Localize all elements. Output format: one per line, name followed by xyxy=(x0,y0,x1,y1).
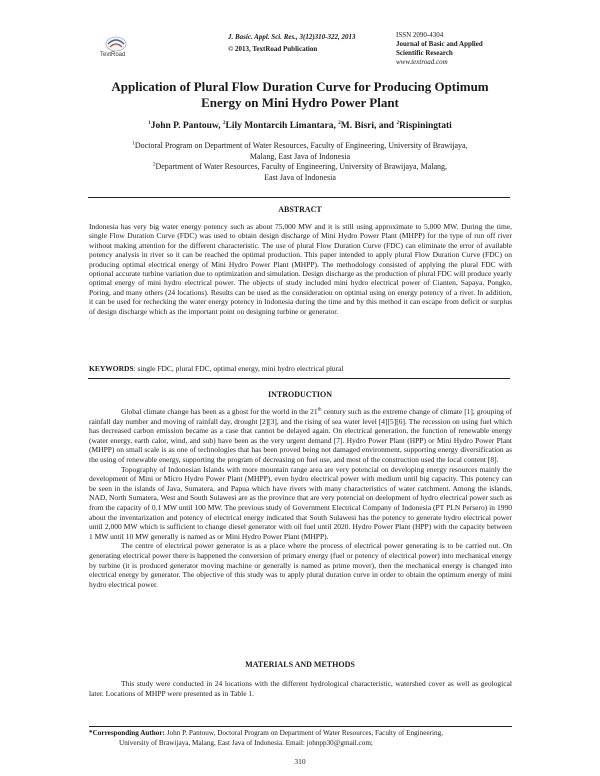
paper-title xyxy=(70,79,530,111)
intro-paragraph-3: The centre of electrical power generator is as a place where the process of electrical power generating is to be carried out. On generating electrical power there is happened the conversion of primary energy (fuel or potency of electrical power) into mechanical energy by turbine (it is produced generator moving machine or generally is named as prime mover), then the mechanical energy is changed into electrical energy by generator. The objective of this study was to apply plural duration curve in order to obtain the optimum energy of mini hydro electrical power. xyxy=(89,541,512,589)
journal-citation: J. Basic. Appl. Sci. Res., 3(12)310-322, 2013 xyxy=(228,33,356,41)
intro-paragraph-1: Global climate change has been as a ghost for the world in the 21th century such as the extreme change of climate [1], grouping of rainfall day number and moving of rainfall day, drought [2][3], and the rising of sea water level [4][5][6]. The recession on using fuel which has decreased carbon emission became as a case that cannot be delayed again. On electrical generation, the function of renewable energy (water energy, earth calor, wind, and sub) have been as the very urgent demand [7]. Hydro Power Plant (HPP) or Mini Hydro Power Plant (MHPP) on small scale is as one of technologies that has been proved being not damaged environment, supporting energy diversification as the using of renewable energy, supporting the program of decreasing on fuel use, and most of the construction used the local content [8]. xyxy=(89,407,512,464)
affiliation-2-line2: East Java of Indonesia xyxy=(264,172,336,182)
page-number: 310 xyxy=(294,757,306,766)
abstract-heading: ABSTRACT xyxy=(278,205,322,214)
introduction-body xyxy=(89,407,512,589)
title-line-2: Energy on Mini Hydro Power Plant xyxy=(201,95,399,110)
intro-paragraph-2: Topography of Indonesian Islands with more mountain range area are very potencial on developing energy resources mainly the development of Mini or Micro Hydro Power Plant (MHPP), even hydro electrical power with medium until big capacity. This potency can be seen in the islands of Java, Sumatera, and Papua which have rivers with many characteristics of water catchment. Among the islands, NAD, North Sumatera, West and South Sulawesi are as the province that are very potencial on deelopment of hydro electrical power such as from the capacity of 0.1 MW until 100 MW. The previous study of Government Electrical Company of Indonesia (PT PLN Persero) in 1990 about the inventarization and potency of electrical energy indicated that South Sulawesi has the potency to generate hydro electrical power until 2,000 MW which is sufficient to change diesel generator with oil fuel until 2020. Hydro Power Plant (HPP) with the capacity between 1 MW until 10 MW generally is named as or Mini Hydro Power Plant (MHPP). xyxy=(89,464,512,541)
affiliation-2-line1: Department of Water Resources, Faculty of Engineering, University of Brawijaya, Malang, xyxy=(155,162,448,171)
author-3: M. Bisri, and xyxy=(340,121,395,131)
mm-paragraph-1: This study were conducted in 24 locations with the different hydrological characteristic, watershed cover as well as geological later. Locations of MHPP were presented as in Table 1. xyxy=(89,679,512,698)
author-list: $^1$John P. Pantouw, $^2$Lily Montarcih Limantara, $^2$M. Bisri, and $^2$Rispiningtati xyxy=(148,120,452,131)
journal-name-line1: Journal of Basic and Applied xyxy=(396,40,483,48)
footnote-rule xyxy=(89,726,512,727)
journal-citation-block xyxy=(228,31,356,55)
keywords-text: : single FDC, plural FDC, optimal energy, mini hydro electrical plural xyxy=(133,364,344,373)
abstract-text: Indonesia has very big water energy potency such as about 75,000 MW and it is still using approximate to 5,000 MW. During the time, single Flow Duration Curve (FDC) was used to obtain design discharge of Mini Hydro Power Plant (MHPP) for the type of run off river without making attention for the different characteristic. The use of plural Flow Duration Curve (FDC) can eliminate the error of available potency analysis in river so it can be reached the optimal production. This paper intended to apply plural Flow Duration Curve (FDC) on producing optimal electrical energy of Mini Hydro Power Plant (MHPP). The methodology consisted of applying the plural FDC with optional accurate turbine variation due to optimization and simulation. Design discharge as the production of plural FDC will produce yearly optimal energy of mini hydro electrical power. The objects of study included mini hydro electrical power of Cianten, Sapaya, Pongko, Poring, and many others (24 locations). Results can be used as the consideration on optimal using on energy potency of a river. In addition, it can be used for rechecking the water energy potency in Indonesia during the time and by this method it can escape from deficit or surplus of design discharge which as the important point on designing turbine or generator. xyxy=(89,222,512,316)
author-1: John P. Pantouw, xyxy=(150,121,221,131)
introduction-heading: INTRODUCTION xyxy=(267,390,332,399)
journal-info-block xyxy=(396,31,483,67)
abstract-bottom-rule xyxy=(88,378,510,379)
materials-methods-heading: MATERIALS AND METHODS xyxy=(245,660,355,669)
author-2: Lily Montarcih Limantara, xyxy=(225,121,336,131)
page-header xyxy=(0,0,600,70)
title-line-1: Application of Plural Flow Duration Curve for Producing Optimum xyxy=(111,79,489,94)
copyright: © 2013, TextRoad Publication xyxy=(228,45,318,53)
corresponding-line1: John P. Pantouw, Doctoral Program on Department of Water Resources, Faculty of Engineering, xyxy=(164,729,444,737)
abstract-top-rule xyxy=(88,197,510,198)
affiliation-1-line1: Doctoral Program on Department of Water Resources, Faculty of Engineering, University of Brawijaya, xyxy=(134,141,468,150)
journal-name-line2: Scientific Research xyxy=(396,49,453,57)
corresponding-author xyxy=(89,729,512,748)
corresponding-line2: University of Brawijaya, Malang, East Java of Indonesia. Email: johnpp30@gmail.com; xyxy=(119,738,373,747)
author-4: Rispiningtati xyxy=(398,121,452,131)
keywords-label: KEYWORDS xyxy=(89,364,134,373)
affiliation-1-line2: Malang, East Java of Indonesia xyxy=(249,151,351,161)
affiliations: $^1$Doctoral Program on Department of Water Resources, Faculty of Engineering, University of Brawijaya, Malang, East Java of Indonesia $^2$Department of Water Resources, Faculty of Engineering, University of Brawijaya, Malang, East Java of Indonesia xyxy=(90,141,510,183)
materials-methods-body xyxy=(89,679,512,698)
keywords xyxy=(89,364,512,373)
issn: ISSN 2090-4304 xyxy=(396,31,444,39)
journal-website[interactable]: www.textroad.com xyxy=(396,58,448,66)
corresponding-label: *Corresponding Author: xyxy=(89,729,165,737)
logo-text: TextRoad xyxy=(100,52,126,58)
textroad-logo xyxy=(98,32,164,58)
